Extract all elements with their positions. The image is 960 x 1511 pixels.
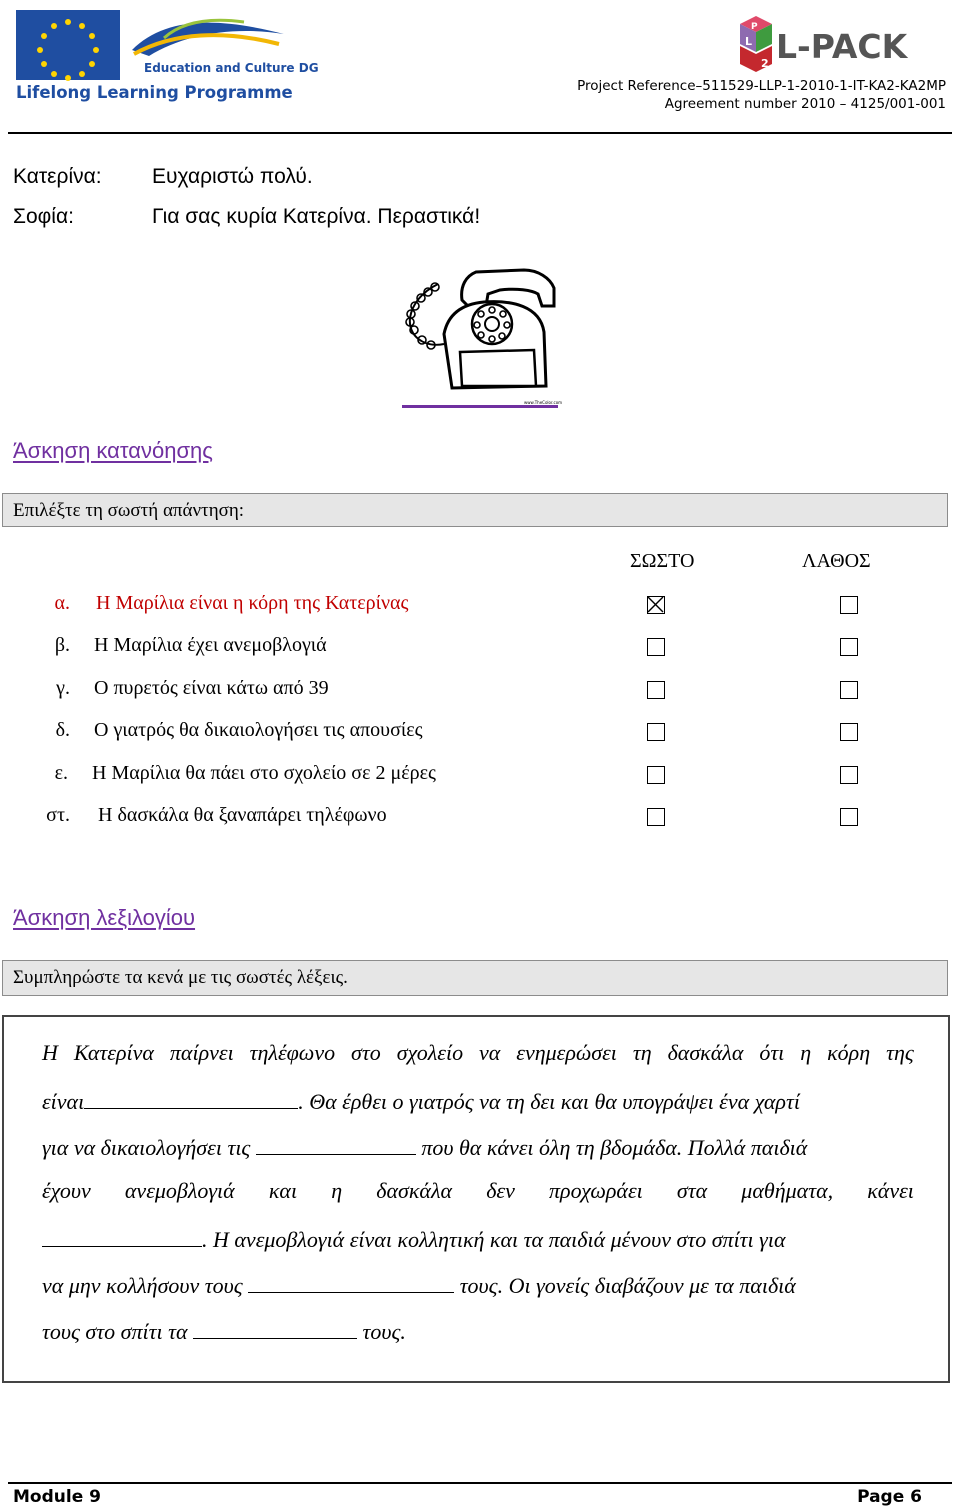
text-segment: που θα κάνει όλη τη βδομάδα. Πολλά παιδιά — [421, 1135, 808, 1160]
word: παίρνει — [169, 1040, 234, 1065]
word: ότι — [759, 1040, 785, 1065]
word: σχολείο — [396, 1040, 464, 1065]
word: Η — [42, 1040, 58, 1065]
text-segment: είναι — [42, 1089, 85, 1114]
word: δασκάλα — [667, 1040, 744, 1065]
vocabulary-title: Άσκηση λεξιλογίου — [13, 905, 196, 930]
text-segment: . Η ανεμοβλογιά είναι κολλητική και τα παιδιά μένουν στο σπίτι για — [202, 1227, 786, 1252]
svg-text:2: 2 — [761, 57, 769, 70]
checkbox-false[interactable] — [840, 766, 858, 784]
fill-text-line-5 — [42, 1224, 914, 1253]
checkbox-true[interactable] — [647, 723, 665, 741]
word: στο — [351, 1040, 381, 1065]
cross-check-icon — [648, 597, 663, 612]
word: και — [268, 1178, 298, 1203]
footer-module: Module 9 — [13, 1487, 101, 1507]
checkbox-true[interactable] — [647, 596, 665, 614]
word: η — [331, 1178, 343, 1203]
dialogue-line: Ευχαριστώ πολύ. — [152, 165, 313, 188]
agreement-number-line: Agreement number 2010 – 4125/001-001 — [664, 96, 946, 112]
fill-text-line-6 — [42, 1270, 914, 1299]
checkbox-true[interactable] — [647, 766, 665, 784]
question-letter: γ. — [56, 677, 70, 699]
question-text: Η Μαρίλια έχει ανεμοβλογιά — [94, 634, 327, 656]
question-text: Η Μαρίλια είναι η κόρη της Κατερίνας — [96, 592, 409, 614]
fill-text-line-7 — [42, 1316, 914, 1345]
question-text: Ο γιατρός θα δικαιολογήσει τις απουσίες — [94, 719, 423, 741]
answer-blank[interactable] — [193, 1316, 357, 1339]
answer-blank[interactable] — [248, 1270, 454, 1293]
project-reference-line: Project Reference–511529-LLP-1-2010-1-IT-KA2-KA2MP — [577, 78, 946, 94]
checkbox-false[interactable] — [840, 723, 858, 741]
word: δεν — [486, 1178, 515, 1203]
word: ενημερώσει — [516, 1040, 617, 1065]
comprehension-title: Άσκηση κατανόησης — [13, 438, 213, 463]
checkbox-true[interactable] — [647, 808, 665, 826]
answer-blank[interactable] — [84, 1086, 298, 1109]
footer-page-number: Page 6 — [857, 1487, 922, 1507]
word: της — [886, 1040, 914, 1065]
text-segment: τους. — [362, 1319, 406, 1344]
question-letter: ε. — [54, 762, 68, 784]
word: κόρη — [827, 1040, 871, 1065]
question-text: Ο πυρετός είναι κάτω από 39 — [94, 677, 329, 699]
svg-text:L-PACK: L-PACK — [776, 27, 908, 66]
fill-text-line-2 — [42, 1086, 914, 1115]
checkbox-false[interactable] — [840, 596, 858, 614]
vocabulary-instruction: Συμπληρώστε τα κενά με τις σωστές λέξεις. — [2, 960, 948, 996]
svg-text:L: L — [745, 35, 753, 48]
answer-blank[interactable] — [256, 1132, 416, 1155]
word: προχωράει — [548, 1178, 643, 1203]
question-letter: δ. — [55, 719, 70, 741]
word: η — [800, 1040, 812, 1065]
question-letter: β. — [54, 634, 70, 656]
telephone-illustration — [404, 248, 563, 408]
text-segment: για να δικαιολογήσει τις — [42, 1135, 251, 1160]
word: να — [479, 1040, 501, 1065]
dialogue-line: Για σας κυρία Κατερίνα. Περαστικά! — [152, 205, 481, 228]
word: έχουν — [42, 1178, 91, 1203]
svg-text:Lifelong Learning Programme: Lifelong Learning Programme — [16, 83, 293, 102]
question-letter: α. — [54, 592, 70, 614]
checkbox-true[interactable] — [647, 638, 665, 656]
dialogue-speaker: Σοφία: — [13, 205, 74, 228]
project-reference — [577, 77, 946, 113]
text-segment: τους στο σπίτι τα — [42, 1319, 188, 1344]
comprehension-instruction: Επιλέξτε τη σωστή απάντηση: — [2, 493, 948, 527]
word: τηλέφωνο — [249, 1040, 336, 1065]
word: κάνει — [867, 1178, 914, 1203]
word: μαθήματα, — [741, 1178, 834, 1203]
fill-text-line-3 — [42, 1132, 914, 1161]
fill-text-line-1 — [42, 1040, 914, 1066]
word: δασκάλα — [376, 1178, 453, 1203]
checkbox-false[interactable] — [840, 808, 858, 826]
text-segment: . Θα έρθει ο γιατρός να τη δει και θα υπογράψει ένα χαρτί — [298, 1089, 800, 1114]
word: Κατερίνα — [73, 1040, 154, 1065]
question-letter: στ. — [46, 804, 70, 826]
text-segment: να μην κολλήσουν τους — [42, 1273, 243, 1298]
word: στα — [676, 1178, 708, 1203]
svg-text:Education and Culture DG: Education and Culture DG — [144, 61, 319, 75]
column-header-false: ΛΑΘΟΣ — [802, 550, 871, 572]
checkbox-false[interactable] — [840, 681, 858, 699]
answer-blank[interactable] — [42, 1224, 202, 1247]
dialogue-speaker: Κατερίνα: — [13, 165, 102, 188]
checkbox-false[interactable] — [840, 638, 858, 656]
header-divider — [8, 132, 952, 134]
question-text: Η δασκάλα θα ξαναπάρει τηλέφωνο — [98, 804, 387, 826]
footer-divider — [8, 1482, 952, 1484]
svg-text:P: P — [751, 22, 758, 32]
l-pack-logo — [736, 12, 936, 74]
question-text: Η Μαρίλια θα πάει στο σχολείο σε 2 μέρες — [92, 762, 436, 784]
image-credit: www.TheColor.com — [524, 400, 563, 405]
word: τη — [632, 1040, 652, 1065]
checkbox-true[interactable] — [647, 681, 665, 699]
eu-lifelong-learning-logo — [14, 8, 319, 108]
telephone-icon — [404, 248, 563, 408]
image-underline — [402, 405, 558, 408]
column-header-true: ΣΩΣΤΟ — [630, 550, 695, 572]
text-segment: τους. Οι γονείς διαβάζουν με τα παιδιά — [459, 1273, 796, 1298]
fill-text-line-4 — [42, 1178, 914, 1204]
word: ανεμοβλογιά — [124, 1178, 235, 1203]
